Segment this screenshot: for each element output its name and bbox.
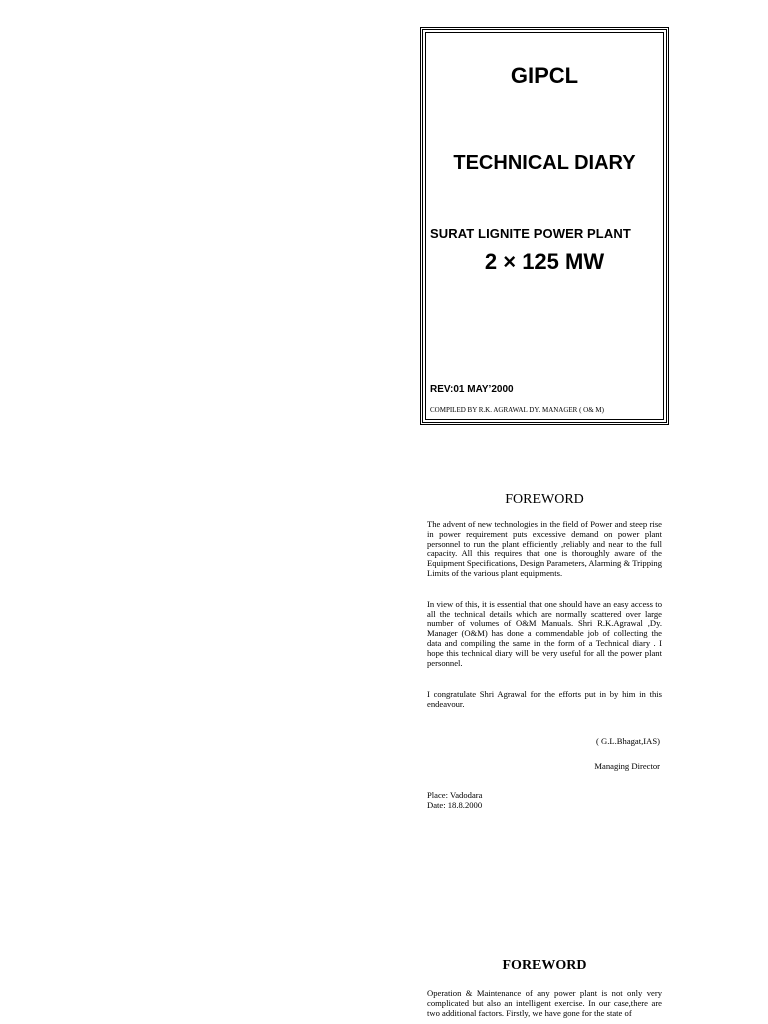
foreword-paragraph: In view of this, it is essential that one should have an easy access to all the technical details which are normally scattered over large number of volumes of O&M Manuals. Shri R.K.Agrawal ,Dy. Manager (O&M) has done a commendable job of collecting the data and compiling the same in the form of a Technical diary . I hope this technical diary will be very useful for all the power plant personnel. [427,598,662,668]
signatory-name: ( G.L.Bhagat,IAS) [596,735,660,746]
signatory-designation: Managing Director [594,760,660,771]
plant-capacity: 2 × 125 MW [484,249,605,274]
plant-name: SURAT LIGNITE POWER PLANT [430,226,631,241]
foreword-paragraph: I congratulate Shri Agrawal for the efforts put in by him in this endeavour. [427,689,662,710]
foreword-section [427,492,662,811]
document-title: TECHNICAL DIARY [453,152,636,174]
second-foreword-heading: FOREWORD [502,958,587,973]
cover-page [420,27,669,425]
compiled-by: COMPILED BY R.K. AGRAWAL DY. MANAGER ( O& M) [430,406,604,414]
second-foreword-section [427,958,662,1018]
foreword-heading: FOREWORD [505,492,584,507]
revision-label: REV:01 MAY’2000 [430,384,514,395]
organization-name: GIPCL [510,63,579,88]
second-foreword-paragraph: Operation & Maintenance of any power plant is not only very complicated but also an intelligent exercise. In our case,there are two additional factors. Firstly, we have gone for the state of [427,988,662,1018]
place-line: Place: Vadodara [427,789,483,800]
foreword-paragraph: The advent of new technologies in the field of Power and steep rise in power requirement puts excessive demand on power plant personnel to run the plant efficiently ,reliably and near to the full capacity. All this requires that one is thoroughly aware of the Equipment Specifications, Design Parameters, Alarming & Tripping Limits of the various plant equipments. [427,519,662,578]
date-line: Date: 18.8.2000 [427,799,483,810]
